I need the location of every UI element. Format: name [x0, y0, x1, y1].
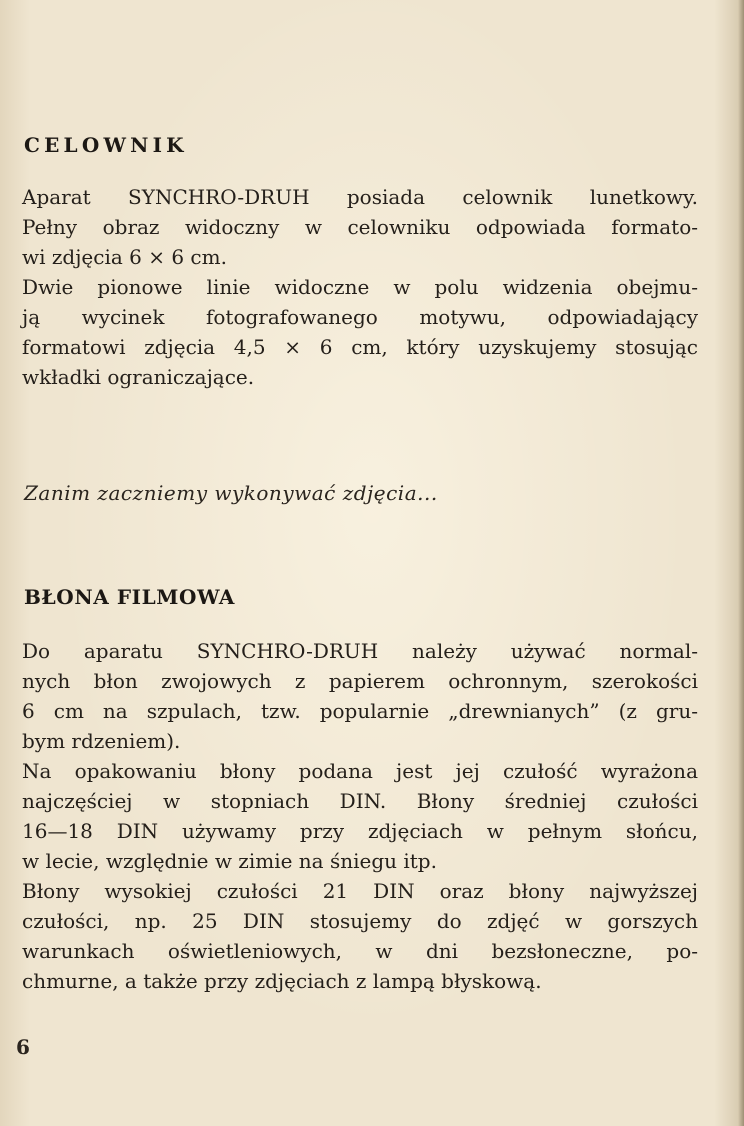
section-heading-blona-filmowa: BŁONA FILMOWA — [24, 585, 235, 609]
text-line: Błony wysokiej czułości 21 DIN oraz błony najwyższej — [22, 879, 698, 903]
page-edge-shadow — [738, 0, 744, 1126]
text-line: Aparat SYNCHRO-DRUH posiada celownik lunetkowy. — [22, 185, 698, 209]
page-number: 6 — [16, 1035, 30, 1059]
text-line: wkładki ograniczające. — [22, 365, 255, 389]
section-text-celownik — [22, 182, 698, 392]
text-line: w lecie, względnie w zimie na śniegu itp. — [22, 849, 437, 873]
text-line: ją wycinek fotografowanego motywu, odpowiadający — [22, 305, 698, 329]
section-heading-celownik: CELOWNIK — [24, 133, 188, 157]
section-text-blona-filmowa — [22, 636, 698, 996]
text-line: wi zdjęcia 6 × 6 cm. — [22, 245, 227, 269]
text-line: warunkach oświetleniowych, w dni bezsłoneczne, po- — [22, 939, 698, 963]
text-line: Pełny obraz widoczny w celowniku odpowiada formato- — [22, 215, 698, 239]
text-line: nych błon zwojowych z papierem ochronnym, szerokości — [22, 669, 698, 693]
text-line: 6 cm na szpulach, tzw. popularnie „drewnianych” (z gru- — [22, 699, 698, 723]
text-line: bym rdzeniem). — [22, 729, 181, 753]
italic-section-note: Zanim zaczniemy wykonywać zdjęcia... — [24, 481, 438, 505]
text-line: czułości, np. 25 DIN stosujemy do zdjęć w gorszych — [22, 909, 698, 933]
text-line: Do aparatu SYNCHRO-DRUH należy używać normal- — [22, 639, 698, 663]
text-line: Dwie pionowe linie widoczne w polu widzenia obejmu- — [22, 275, 698, 299]
text-line: chmurne, a także przy zdjęciach z lampą błyskową. — [22, 969, 542, 993]
text-line: najczęściej w stopniach DIN. Błony średniej czułości — [22, 789, 698, 813]
text-line: formatowi zdjęcia 4,5 × 6 cm, który uzyskujemy stosując — [22, 335, 698, 359]
text-line: 16—18 DIN używamy przy zdjęciach w pełnym słońcu, — [22, 819, 698, 843]
text-line: Na opakowaniu błony podana jest jej czułość wyrażona — [22, 759, 698, 783]
